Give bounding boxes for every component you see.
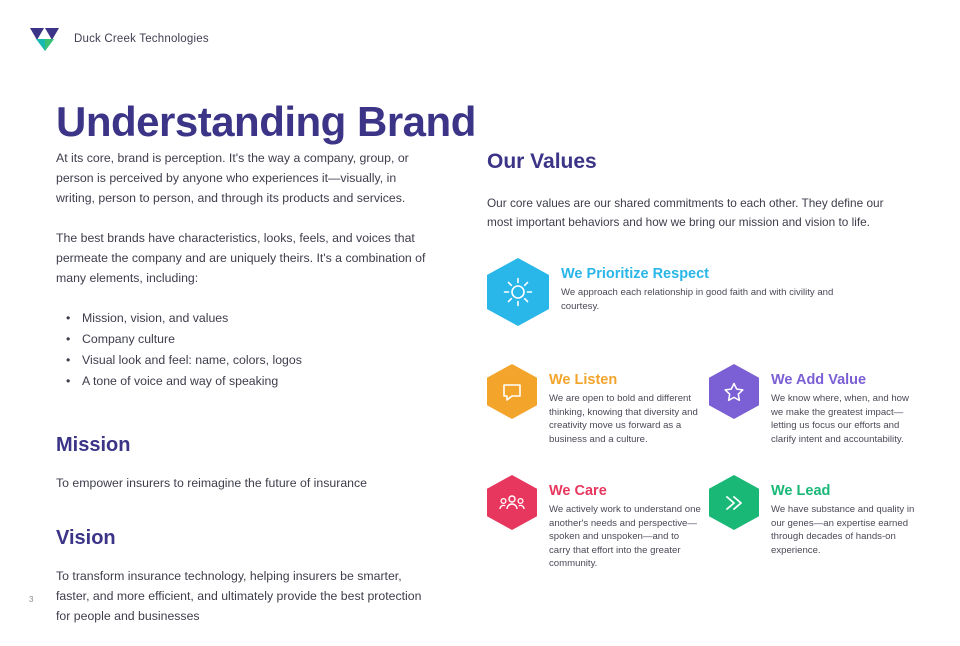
chevrons-right-icon [709, 475, 759, 530]
value-item-we-listen [487, 364, 701, 446]
value-item-we-add-value [709, 364, 923, 446]
mission-heading: Mission [56, 434, 131, 456]
value-item-we-lead [709, 475, 923, 557]
value-description: We actively work to understand one another's needs and perspective—spoken and unspoken—and to carry that effort into the greater community. [549, 504, 701, 570]
mission-block [56, 434, 436, 493]
left-column [56, 148, 436, 646]
value-description: We approach each relationship in good faith and with civility and courtesy. [561, 287, 834, 312]
value-text [771, 475, 923, 557]
value-text [549, 364, 701, 446]
value-title: We Listen [549, 372, 618, 388]
value-item-prioritize-respect [487, 258, 861, 326]
value-description: We are open to bold and different thinking, knowing that diversity and creativity move us forward as a business and a culture. [549, 393, 698, 445]
value-title: We Prioritize Respect [561, 266, 710, 282]
vision-heading: Vision [56, 527, 116, 549]
value-title: We Add Value [771, 372, 867, 388]
mission-text: To empower insurers to reimagine the future of insurance [56, 476, 367, 490]
list-item: • Visual look and feel: name, colors, logos [56, 350, 436, 371]
star-icon [709, 364, 759, 419]
sun-icon [487, 258, 549, 326]
page-title: Understanding Brand [56, 98, 476, 146]
intro-paragraph-1: At its core, brand is perception. It's the way a company, group, or person is perceived by anyone who experiences it—visually, in writing, person to person, and through its products and services. [56, 151, 409, 205]
value-item-we-care [487, 475, 701, 571]
value-text [771, 364, 923, 446]
value-title: We Lead [771, 483, 831, 499]
brand-elements-list [56, 308, 436, 392]
list-item: • Mission, vision, and values [56, 308, 436, 329]
list-item: • A tone of voice and way of speaking [56, 371, 436, 392]
value-text [549, 475, 701, 571]
people-group-icon [487, 475, 537, 530]
brand-name: Duck Creek Technologies [74, 33, 209, 45]
vision-block [56, 527, 436, 626]
value-text [561, 258, 861, 313]
speech-bubble-icon [487, 364, 537, 419]
value-description: We have substance and quality in our genes—an expertise earned through decades of hands-on experience. [771, 504, 915, 556]
duck-creek-logo-icon [28, 26, 62, 52]
values-heading: Our Values [487, 150, 597, 173]
values-intro: Our core values are our shared commitments to each other. They define our most important behaviors and how we bring our mission and vision to life. [487, 196, 884, 229]
vision-text: To transform insurance technology, helping insurers be smarter, faster, and more efficient, and ultimately provide the best protection for people and businesses [56, 569, 422, 623]
list-item: • Company culture [56, 329, 436, 350]
right-column [487, 150, 907, 232]
page-number: 3 [29, 595, 34, 604]
value-description: We know where, when, and how we make the greatest impact—letting us focus our efforts and clarify intent and accountability. [771, 393, 909, 445]
value-title: We Care [549, 483, 607, 499]
brand-bar [28, 26, 209, 52]
intro-paragraph-2: The best brands have characteristics, looks, feels, and voices that permeate the company and are uniquely theirs. It's a combination of many elements, including: [56, 231, 426, 285]
